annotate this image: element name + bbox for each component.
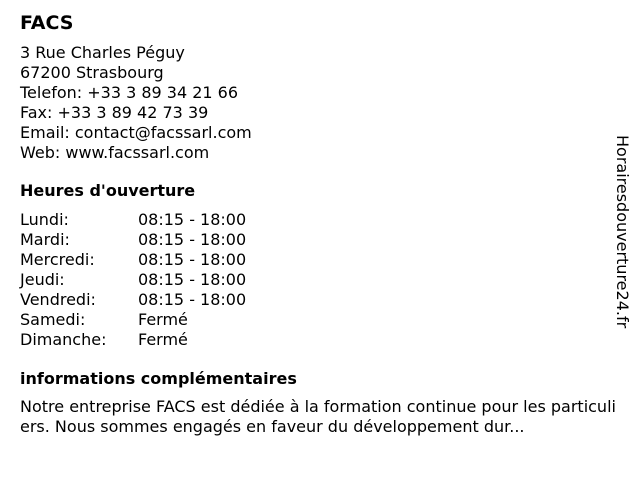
day-hours: 08:15 - 18:00	[138, 290, 247, 309]
business-name: FACS	[20, 12, 74, 34]
day-hours: 08:15 - 18:00	[138, 270, 247, 289]
phone-number: Telefon: +33 3 89 34 21 66	[20, 83, 239, 102]
day-hours: Fermé	[138, 310, 188, 329]
fax-number: Fax: +33 3 89 42 73 39	[20, 103, 209, 122]
opening-hours-table	[20, 210, 618, 350]
opening-hours-title: Heures d'ouverture	[20, 181, 196, 200]
hours-row-wednesday	[20, 250, 618, 270]
hours-row-friday	[20, 290, 618, 310]
email-address: Email: contact@facssarl.com	[20, 123, 252, 142]
day-label: Mardi:	[20, 230, 70, 249]
business-card	[20, 10, 618, 437]
day-label: Dimanche:	[20, 330, 107, 349]
day-label: Samedi:	[20, 310, 86, 329]
day-hours: Fermé	[138, 330, 188, 349]
day-label: Jeudi:	[20, 270, 65, 289]
contact-block	[20, 43, 618, 163]
day-label: Mercredi:	[20, 250, 95, 269]
hours-row-sunday	[20, 330, 618, 350]
business-description: Notre entreprise FACS est dédiée à la formation continue pour les particuliers. Nous sommes engagés en faveur du développement dur...	[20, 397, 616, 436]
website: Web: www.facssarl.com	[20, 143, 210, 162]
day-hours: 08:15 - 18:00	[138, 250, 247, 269]
day-hours: 08:15 - 18:00	[138, 210, 247, 229]
day-label: Vendredi:	[20, 290, 96, 309]
address-street: 3 Rue Charles Péguy	[20, 43, 185, 62]
address-city: 67200 Strasbourg	[20, 63, 164, 82]
additional-info-title: informations complémentaires	[20, 369, 297, 388]
hours-row-monday	[20, 210, 618, 230]
hours-row-saturday	[20, 310, 618, 330]
hours-row-thursday	[20, 270, 618, 290]
hours-row-tuesday	[20, 230, 618, 250]
watermark-text: Horairesdouverture24.fr	[613, 135, 632, 329]
day-hours: 08:15 - 18:00	[138, 230, 247, 249]
day-label: Lundi:	[20, 210, 69, 229]
